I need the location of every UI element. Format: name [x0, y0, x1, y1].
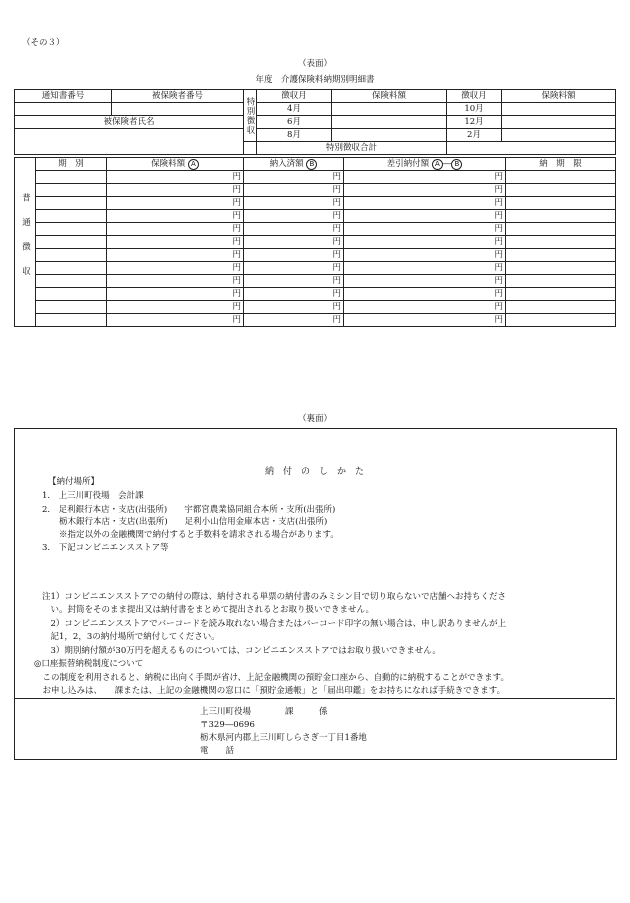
- circle-b-icon: B: [451, 159, 462, 170]
- balance-cell: 円: [344, 210, 506, 223]
- month-cell: 8月: [257, 129, 332, 142]
- place-line: 3. 下記コンビニエンスストア等: [42, 543, 169, 553]
- note-line: 注1）コンビニエンスストアでの納付の際は、納付される単票の納付書のみミシン目で切り取らないで店舗へお持ちくださ: [42, 592, 506, 602]
- due-cell: [506, 210, 616, 223]
- page-label: （その３）: [22, 38, 65, 48]
- transfer-line: この制度を利用されると、納税に出向く手間が省け、上記金融機関の預貯金口座から、自動的に納税することができます。: [34, 673, 509, 683]
- month-cell: 2月: [447, 129, 502, 142]
- table-row: [15, 184, 616, 197]
- form-title: 年度 介護保険料納期別明細書: [255, 75, 375, 85]
- balance-cell: 円: [344, 301, 506, 314]
- paid-b-cell: 円: [244, 184, 344, 197]
- table-row: [15, 236, 616, 249]
- period-cell: [36, 236, 107, 249]
- due-cell: [506, 171, 616, 184]
- paid-b-header: [244, 158, 344, 171]
- office-phone: 電 話: [200, 746, 235, 756]
- paid-b-cell: 円: [244, 314, 344, 327]
- premium-a-cell: 円: [107, 314, 244, 327]
- paid-b-label: 納入済額: [269, 158, 304, 169]
- circle-a-icon: A: [188, 159, 199, 170]
- premium-cell: [502, 116, 616, 129]
- note-line: 2）コンビニエンスストアでバーコードを読み取れない場合またはバーコード印字の無い場合は、申し訳ありませんが上: [42, 619, 507, 629]
- minus-dash: ―: [442, 158, 452, 169]
- balance-header: [344, 158, 506, 171]
- month-cell: 4月: [257, 103, 332, 116]
- note-line: 3）期別納付額が30万円を超えるものについては、コンビニエンスストアではお取り扱いできません。: [42, 646, 441, 656]
- period-cell: [36, 184, 107, 197]
- table-row: [15, 301, 616, 314]
- table-row: [15, 223, 616, 236]
- notice-no-value: [15, 103, 112, 116]
- due-cell: [506, 223, 616, 236]
- balance-cell: 円: [344, 275, 506, 288]
- transfer-heading: ◎口座振替納税制度について: [34, 659, 144, 669]
- paid-b-cell: 円: [244, 210, 344, 223]
- back-label: （裏面）: [297, 414, 332, 424]
- office-address: 栃木県河内郡上三川町しらさぎ一丁目1番地: [200, 733, 367, 743]
- place-heading: 【納付場所】: [48, 477, 100, 487]
- premium-a-cell: 円: [107, 210, 244, 223]
- balance-cell: 円: [344, 314, 506, 327]
- balance-cell: 円: [344, 197, 506, 210]
- insured-name-header: 被保険者氏名: [15, 116, 244, 129]
- ordinary-collection-table: [14, 157, 616, 327]
- paid-b-cell: 円: [244, 249, 344, 262]
- premium-a-cell: 円: [107, 275, 244, 288]
- period-cell: [36, 275, 107, 288]
- premium-a-cell: 円: [107, 262, 244, 275]
- paid-b-cell: 円: [244, 288, 344, 301]
- premium-a-cell: 円: [107, 223, 244, 236]
- table-row: [15, 210, 616, 223]
- special-total-label: 特別徴収合計: [257, 142, 447, 155]
- balance-cell: 円: [344, 223, 506, 236]
- month-cell: 12月: [447, 116, 502, 129]
- table-row: [15, 249, 616, 262]
- insured-no-value: [112, 103, 244, 116]
- postal-code: 〒329―0696: [200, 720, 255, 730]
- due-cell: [506, 197, 616, 210]
- paid-b-cell: 円: [244, 301, 344, 314]
- period-cell: [36, 288, 107, 301]
- ordinary-label-cell: [15, 158, 36, 327]
- office-name: 上三川町役場 課 係: [200, 707, 328, 717]
- premium-a-cell: 円: [107, 249, 244, 262]
- paid-b-cell: 円: [244, 223, 344, 236]
- table-row: [15, 197, 616, 210]
- special-label-tail: [244, 142, 257, 155]
- premium-cell: [332, 129, 447, 142]
- special-collection-table: [14, 89, 616, 155]
- period-cell: [36, 223, 107, 236]
- premium-cell: [502, 103, 616, 116]
- premium-header-left: 保険料額: [332, 90, 447, 103]
- insured-name-value: [15, 129, 244, 155]
- premium-cell: [502, 129, 616, 142]
- premium-cell: [332, 103, 447, 116]
- month-cell: 6月: [257, 116, 332, 129]
- period-cell: [36, 301, 107, 314]
- collect-month-header-right: 徴収月: [447, 90, 502, 103]
- period-cell: [36, 262, 107, 275]
- balance-cell: 円: [344, 171, 506, 184]
- due-cell: [506, 184, 616, 197]
- premium-a-cell: 円: [107, 236, 244, 249]
- special-total-value: [447, 142, 616, 155]
- premium-a-cell: 円: [107, 288, 244, 301]
- special-label: 特別徴収: [245, 96, 255, 135]
- premium-header-right: 保険料額: [502, 90, 616, 103]
- table-row: [15, 288, 616, 301]
- notice-no-header: 通知書番号: [15, 90, 112, 103]
- balance-cell: 円: [344, 288, 506, 301]
- paid-b-cell: 円: [244, 197, 344, 210]
- place-line: 1. 上三川町役場 会計課: [42, 491, 144, 501]
- due-header: 納 期 限: [506, 158, 616, 171]
- special-label-cell: [244, 90, 257, 142]
- period-header: 期 別: [36, 158, 107, 171]
- note-line: い。封筒をそのまま提出又は納付書をまとめて提出されるとお取り扱いできません。: [42, 605, 375, 615]
- front-label: （表面）: [297, 59, 332, 69]
- collect-month-header-left: 徴収月: [257, 90, 332, 103]
- paid-b-cell: 円: [244, 275, 344, 288]
- due-cell: [506, 275, 616, 288]
- payment-method-title: 納 付 の し か た: [264, 467, 364, 477]
- paid-b-cell: 円: [244, 171, 344, 184]
- balance-cell: 円: [344, 249, 506, 262]
- paid-b-cell: 円: [244, 236, 344, 249]
- premium-cell: [332, 116, 447, 129]
- insured-no-header: 被保険者番号: [112, 90, 244, 103]
- place-line: 栃木銀行本店・支店(出張所) 足利小山信用金庫本店・支店(出張所): [42, 517, 328, 527]
- balance-cell: 円: [344, 184, 506, 197]
- premium-a-label: 保険料額: [151, 158, 186, 169]
- table-row: [15, 314, 616, 327]
- period-cell: [36, 197, 107, 210]
- premium-a-cell: 円: [107, 184, 244, 197]
- due-cell: [506, 288, 616, 301]
- place-note: ※指定以外の金融機関で納付すると手数料を請求される場合があります。: [42, 530, 339, 540]
- due-cell: [506, 262, 616, 275]
- period-cell: [36, 210, 107, 223]
- table-row: [15, 275, 616, 288]
- transfer-line: お申し込みは、 課または、上記の金融機関の窓口に「預貯金通帳」と「届出印鑑」をお持ちになれば手続きできます。: [34, 686, 506, 696]
- note-line: 記1，2，3の納付場所で納付してください。: [42, 632, 220, 642]
- balance-cell: 円: [344, 236, 506, 249]
- premium-a-cell: 円: [107, 171, 244, 184]
- due-cell: [506, 301, 616, 314]
- ordinary-label: 普通徴収: [20, 193, 31, 291]
- due-cell: [506, 249, 616, 262]
- period-cell: [36, 171, 107, 184]
- due-cell: [506, 236, 616, 249]
- table-row: [15, 262, 616, 275]
- premium-a-header: [107, 158, 244, 171]
- table-row: [15, 171, 616, 184]
- balance-cell: 円: [344, 262, 506, 275]
- period-cell: [36, 314, 107, 327]
- circle-a-icon: A: [432, 159, 443, 170]
- place-line: 2. 足利銀行本店・支店(出張所) 宇都宮農業協同組合本所・支所(出張所): [42, 505, 336, 515]
- paid-b-cell: 円: [244, 262, 344, 275]
- circle-b-icon: B: [306, 159, 317, 170]
- premium-a-cell: 円: [107, 301, 244, 314]
- month-cell: 10月: [447, 103, 502, 116]
- divider: [14, 698, 615, 699]
- due-cell: [506, 314, 616, 327]
- period-cell: [36, 249, 107, 262]
- balance-label: 差引納付額: [386, 158, 430, 169]
- premium-a-cell: 円: [107, 197, 244, 210]
